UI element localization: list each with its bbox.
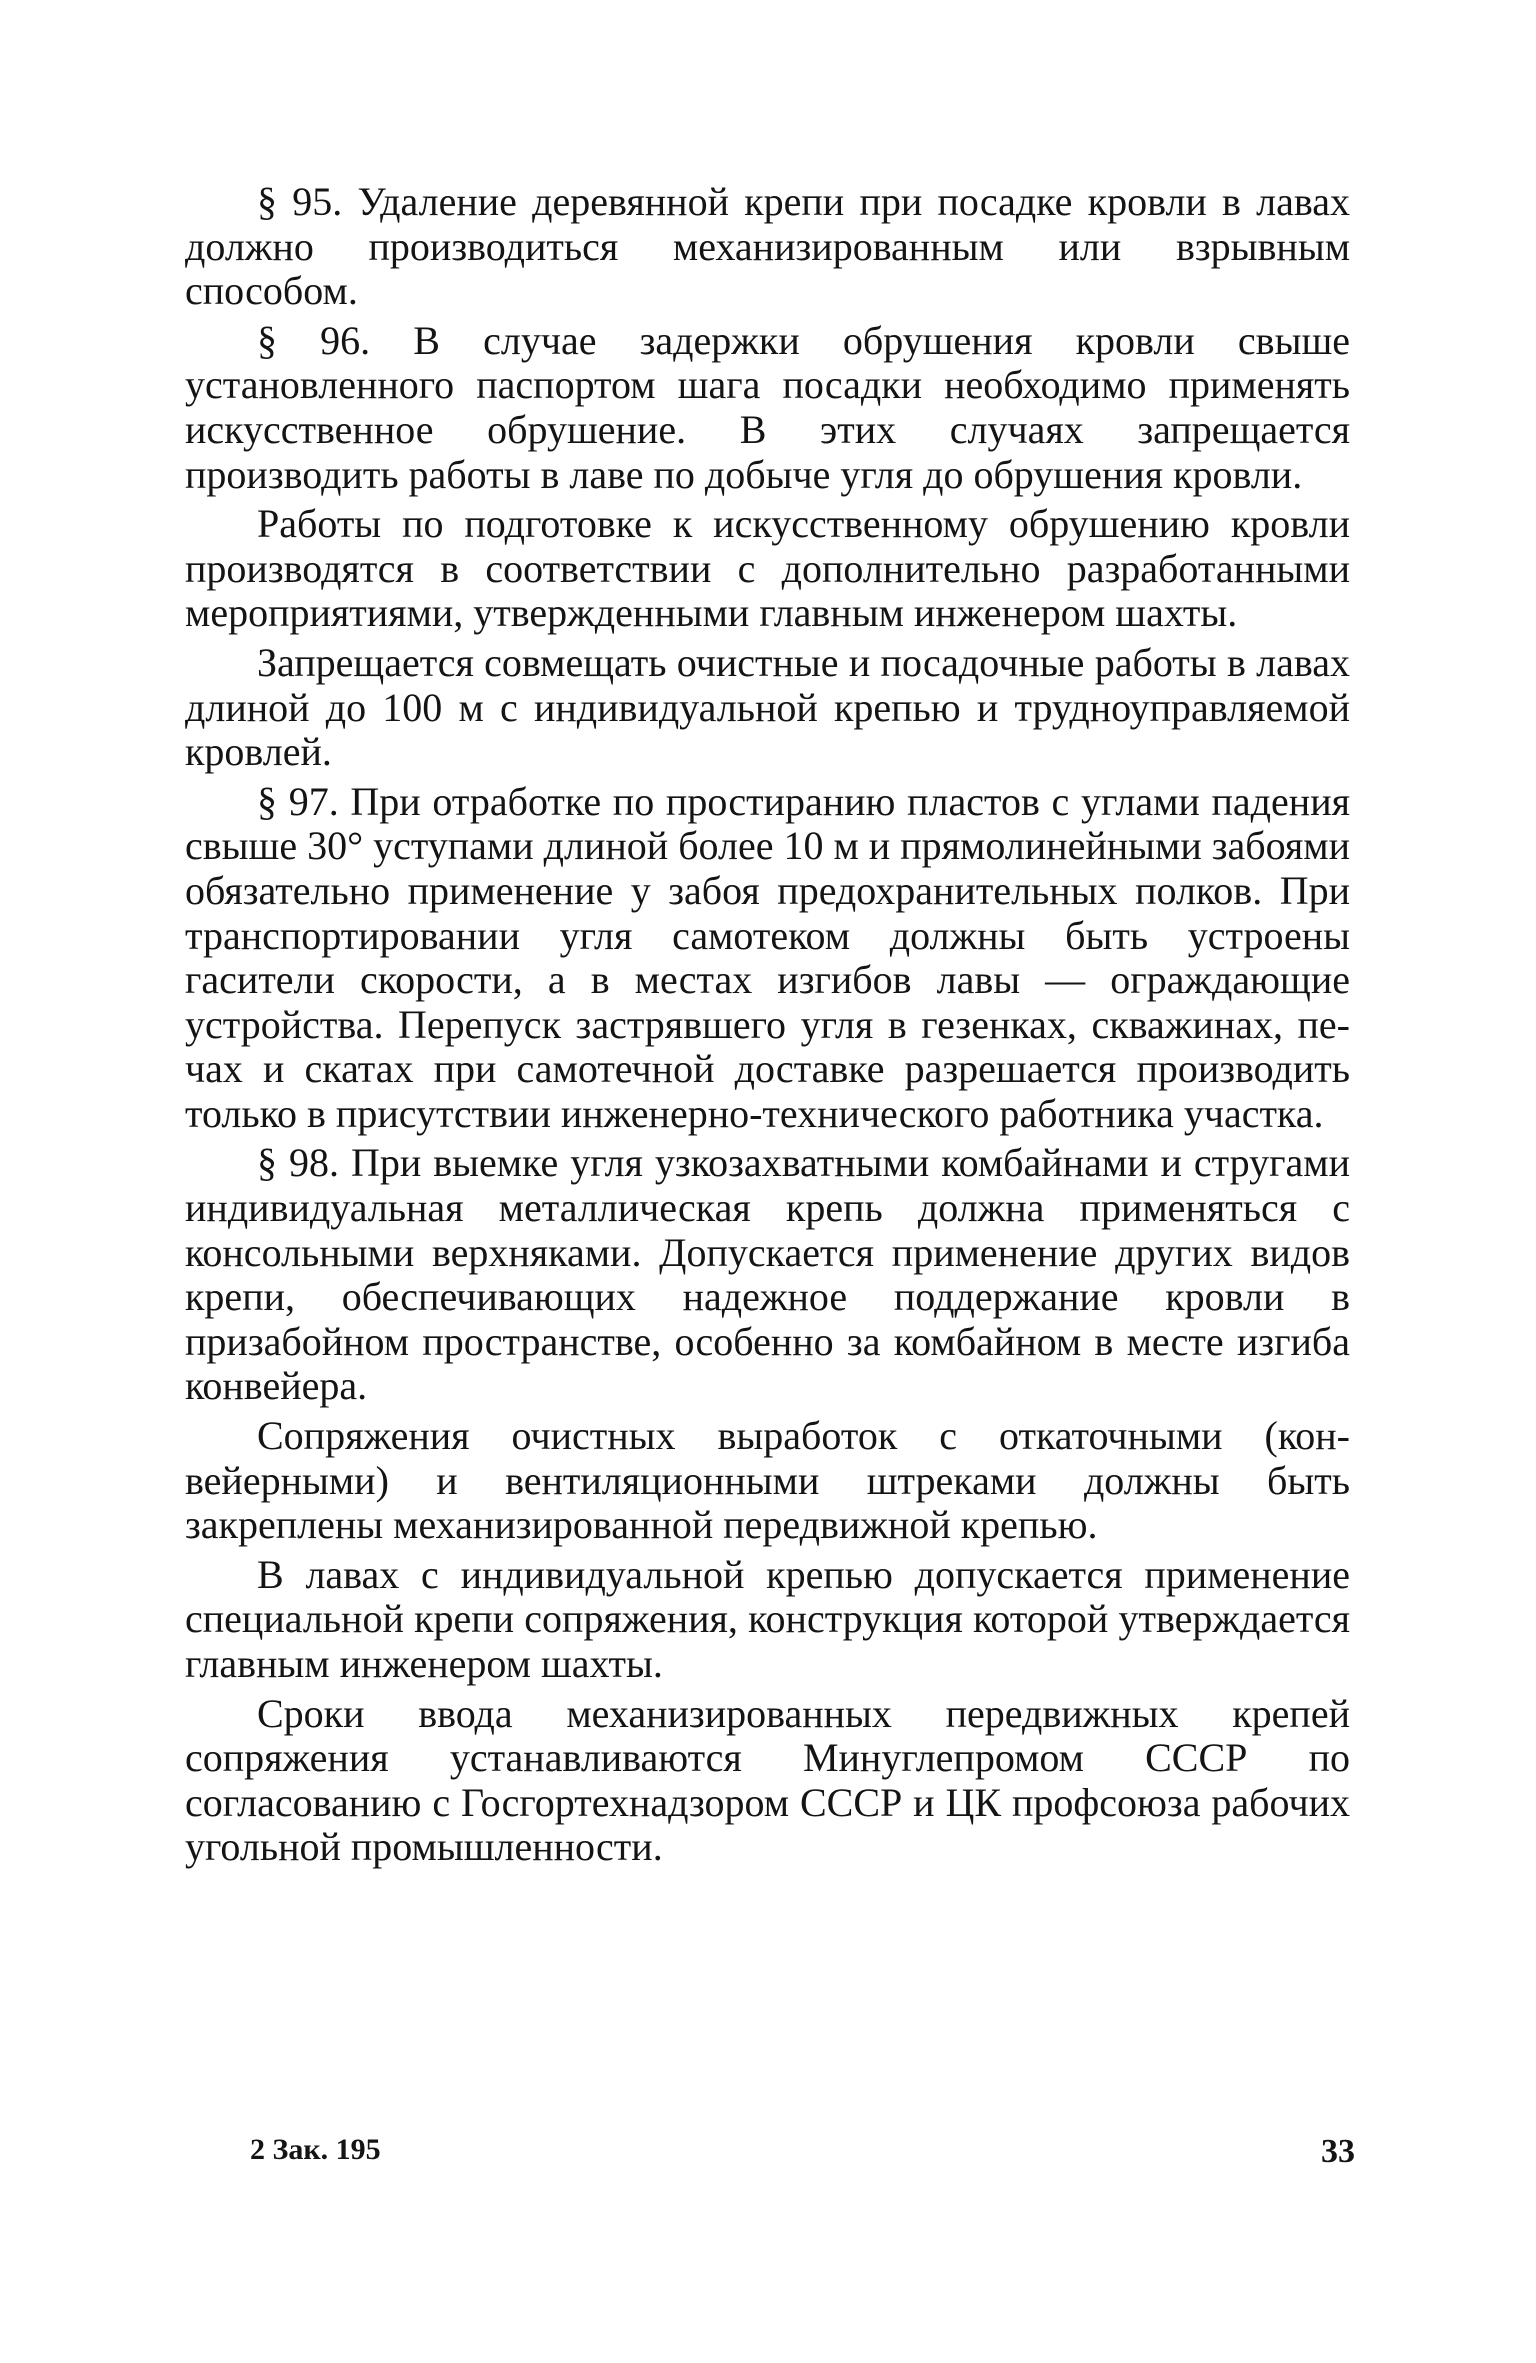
page-footer <box>250 2133 1355 2173</box>
paragraph-deadlines: Сроки ввода механизированных передвижных крепей сопряжения устанавливаются Минуглепромом СССР по согласованию с Госгортехнадзором СССР и ЦК профсоюза рабочих угольной промышленности. <box>185 1690 1350 1870</box>
paragraph-junctions: Сопряжения очистных выработок с откаточными (конвейерными) и вентиляционными штреками должны быть закреплены механизированной передвижной крепью. <box>185 1413 1350 1548</box>
paragraph-artificial-caving-works: Работы по подготовке к искусственному обрушению кровли производятся в соответствии с дополнительно разработанными мероприятиями, утвержденными главным инженером шахты. <box>185 501 1350 636</box>
paragraph-95: § 95. Удаление деревянной крепи при посадке кровли в лавах должно производиться механизированным или взрывным способом. <box>185 179 1350 314</box>
paragraph-combined-works-prohibited: Запрещается совмещать очистные и посадочные работы в лавах длиной до 100 м с индивидуальной крепью и трудноуправляемой кровлей. <box>185 639 1350 775</box>
paragraph-junction-support: В лавах с индивидуальной крепью допускается применение специальной крепи сопряжения, конструкция которой утверждается главным инженером шахты. <box>185 1551 1350 1686</box>
paragraph-97: § 97. При отработке по простиранию пластов с углами падения свыше 30° уступами длиной более 10 м и прямолинейными забоями обязательно применение у забоя предохранительных полков. При транспортировании угля самотеком должны быть устроены гасители скорости, а в местах изгибов лавы — ограждающие устройства. Перепуск застрявшего угля в гезенках, скважинах, печах и скатах при самотечной доставке разрешается производить только в присутствии инженерно-технического работника участка. <box>185 778 1350 1136</box>
printer-signature: 2 Зак. 195 <box>250 2133 381 2166</box>
page-body <box>185 180 1350 1870</box>
paragraph-98: § 98. При выемке угля узкозахватными комбайнами и стругами индивидуальная металлическая крепь должна применяться с консольными верхняками. Допускается применение других видов крепи, обеспечивающих надежное поддержание кровли в призабойном пространстве, особенно за комбайном в месте изгиба конвейера. <box>185 1140 1350 1409</box>
paragraph-96: § 96. В случае задержки обрушения кровли свыше установленного паспортом шага посадки необходимо применять искусственное обрушение. В этих случаях запрещается производить работы в лаве по добыче угля до обрушения кровли. <box>185 317 1350 497</box>
page-number: 33 <box>1321 2133 1355 2170</box>
